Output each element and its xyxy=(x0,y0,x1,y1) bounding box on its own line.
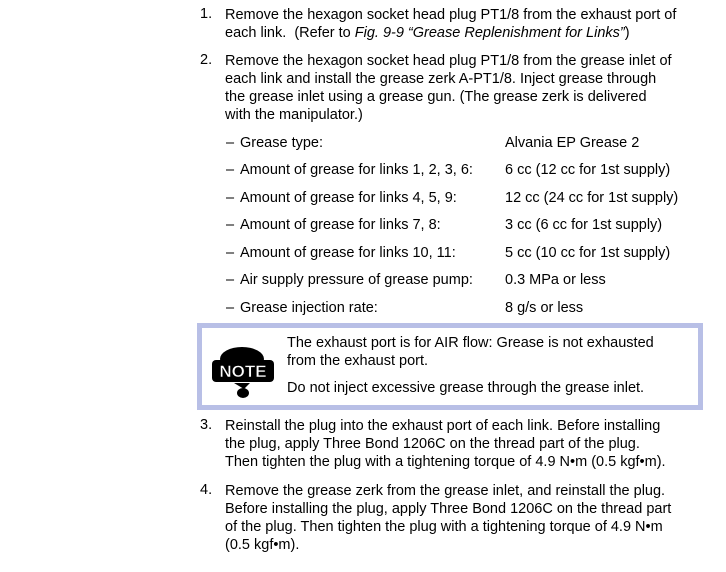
step-number: 1. xyxy=(200,6,213,22)
step-text xyxy=(225,52,672,124)
spec-value: 3 cc (6 cc for 1st supply) xyxy=(505,217,663,233)
list-dash: – xyxy=(226,135,235,151)
step-number: 4. xyxy=(200,482,213,498)
step-line: Remove the hexagon socket head plug PT1/8 from the exhaust port of xyxy=(225,7,677,23)
step-line: Reinstall the plug into the exhaust port of each link. Before installing xyxy=(225,418,661,434)
spec-injection-rate xyxy=(226,300,706,318)
step-text xyxy=(225,417,666,471)
list-dash: – xyxy=(226,217,235,233)
spec-label: Grease type: xyxy=(240,135,324,151)
step-line: Remove the hexagon socket head plug PT1/8 from the grease inlet of xyxy=(225,53,672,69)
note-line: from the exhaust port. xyxy=(287,353,429,369)
spec-value: Alvania EP Grease 2 xyxy=(505,135,640,151)
spec-value: 5 cc (10 cc for 1st supply) xyxy=(505,245,671,261)
ref-close-paren: ) xyxy=(624,25,630,41)
list-dash: – xyxy=(226,272,235,288)
spec-label: Air supply pressure of grease pump: xyxy=(240,272,473,288)
spec-value: 6 cc (12 cc for 1st supply) xyxy=(505,162,671,178)
list-dash: – xyxy=(226,245,235,261)
spec-value: 0.3 MPa or less xyxy=(505,272,606,288)
step-line: (0.5 kgf•m). xyxy=(225,537,300,553)
step-line: each link. (Refer to xyxy=(225,25,355,41)
note-line: The exhaust port is for AIR flow: Grease is not exhausted xyxy=(287,335,654,351)
list-dash: – xyxy=(226,162,235,178)
spec-label: Grease injection rate: xyxy=(240,300,378,316)
step-line: of the plug. Then tighten the plug with a tightening torque of 4.9 N•m xyxy=(225,519,663,535)
spec-label: Amount of grease for links 1, 2, 3, 6: xyxy=(240,162,473,178)
figure-reference-link[interactable]: Fig. 9-9 “Grease Replenishment for Links” xyxy=(354,25,625,41)
note-icon xyxy=(212,343,276,399)
step-text xyxy=(225,6,676,42)
spec-value: 8 g/s or less xyxy=(505,300,584,316)
step-line: the grease inlet using a grease gun. (The grease zerk is delivered xyxy=(225,89,647,105)
step-number: 2. xyxy=(200,52,213,68)
spec-amount-links-4-5-9 xyxy=(226,190,706,208)
spec-label: Amount of grease for links 4, 5, 9: xyxy=(240,190,457,206)
list-dash: – xyxy=(226,190,235,206)
spec-grease-type xyxy=(226,135,706,153)
spec-amount-links-10-11 xyxy=(226,245,706,263)
spec-label: Amount of grease for links 7, 8: xyxy=(240,217,441,233)
note-line: Do not inject excessive grease through the grease inlet. xyxy=(287,380,645,396)
step-number: 3. xyxy=(200,417,213,433)
spec-value: 12 cc (24 cc for 1st supply) xyxy=(505,190,679,206)
spec-air-supply-pressure xyxy=(226,272,706,290)
step-line-with-ref xyxy=(225,24,676,42)
spec-label: Amount of grease for links 10, 11: xyxy=(240,245,456,261)
step-line: Before installing the plug, apply Three Bond 1206C on the thread part xyxy=(225,501,672,517)
step-line: with the manipulator.) xyxy=(225,107,363,123)
note-icon-label: NOTE xyxy=(219,362,267,381)
step-line: each link and install the grease zerk A-PT1/8. Inject grease through xyxy=(225,71,657,87)
spec-amount-links-1-2-3-6 xyxy=(226,162,706,180)
step-line: Remove the grease zerk from the grease inlet, and reinstall the plug. xyxy=(225,483,666,499)
step-line: Then tighten the plug with a tightening torque of 4.9 N•m (0.5 kgf•m). xyxy=(225,454,666,470)
spec-amount-links-7-8 xyxy=(226,217,706,235)
list-dash: – xyxy=(226,300,235,316)
step-line: the plug, apply Three Bond 1206C on the thread part of the plug. xyxy=(225,436,640,452)
note-box xyxy=(197,323,703,410)
step-text xyxy=(225,482,671,554)
